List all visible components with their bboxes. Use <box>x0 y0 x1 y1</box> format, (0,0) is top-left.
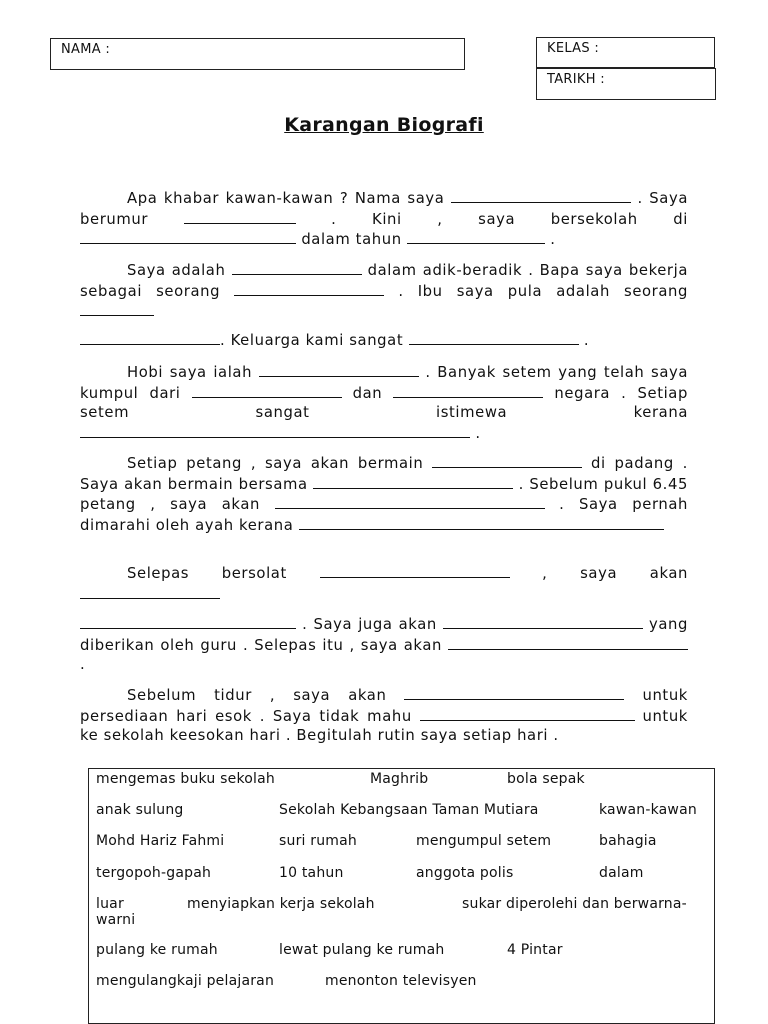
name-field-box[interactable] <box>50 38 465 70</box>
text: . Sebelum pukul 6.45 petang , saya akan <box>80 475 688 513</box>
word-option[interactable]: bola sepak <box>507 771 585 787</box>
date-field-box[interactable] <box>536 68 716 100</box>
blank-line[interactable] <box>232 260 362 275</box>
text: untuk persediaan hari esok . Saya tidak mahu <box>80 687 688 725</box>
text: . Ibu saya pula adalah seorang <box>398 282 688 300</box>
word-option[interactable]: luar <box>96 896 124 912</box>
word-option[interactable]: tergopoh-gapah <box>96 865 212 881</box>
blank-line[interactable] <box>313 474 513 489</box>
blank-line[interactable] <box>80 229 296 244</box>
blank-line[interactable] <box>404 685 624 700</box>
blank-line[interactable] <box>192 383 342 398</box>
word-option[interactable]: sukar diperolehi dan berwarna- <box>462 896 687 912</box>
word-option[interactable]: 4 Pintar <box>507 942 563 958</box>
blank-line[interactable] <box>409 330 579 345</box>
word-option[interactable]: Mohd Hariz Fahmi <box>96 833 225 849</box>
blank-line[interactable] <box>420 706 635 721</box>
paragraph-6 <box>80 685 688 746</box>
text: Hobi saya ialah <box>127 364 253 381</box>
word-option[interactable]: suri rumah <box>279 833 357 849</box>
paragraph-5 <box>80 563 688 604</box>
blank-line[interactable] <box>234 281 384 296</box>
word-option[interactable]: warni <box>96 912 136 928</box>
text: . <box>550 231 556 248</box>
word-option[interactable]: 10 tahun <box>279 865 344 881</box>
blank-line[interactable] <box>80 584 220 599</box>
word-option[interactable]: anak sulung <box>96 802 184 818</box>
text: Sebelum tidur , saya akan <box>127 687 387 704</box>
paragraph-2-continued <box>80 330 688 351</box>
class-label: KELAS : <box>547 41 600 56</box>
class-field-box[interactable] <box>536 37 715 68</box>
word-option[interactable]: mengulangkaji pelajaran <box>96 973 275 989</box>
word-option[interactable]: mengemas buku sekolah <box>96 771 275 787</box>
paragraph-5-continued <box>80 614 688 675</box>
word-option[interactable]: pulang ke rumah <box>96 942 218 958</box>
text: . Keluarga kami sangat <box>220 332 404 349</box>
text: dan <box>352 384 383 402</box>
text: . <box>583 332 590 349</box>
word-option[interactable]: lewat pulang ke rumah <box>279 942 445 958</box>
blank-line[interactable] <box>407 229 545 244</box>
text: . Saya pernah dimarahi oleh ayah kerana <box>80 496 688 534</box>
text: . <box>475 424 481 442</box>
blank-line[interactable] <box>275 494 545 509</box>
paragraph-4 <box>80 453 688 535</box>
text: , saya akan <box>542 565 688 582</box>
blank-line[interactable] <box>393 383 543 398</box>
blank-line[interactable] <box>448 635 688 650</box>
word-option[interactable]: anggota polis <box>416 865 514 881</box>
text: . Saya berumur <box>80 190 688 228</box>
text: dalam tahun <box>301 231 402 248</box>
paragraph-3 <box>80 362 688 443</box>
paragraph-2 <box>80 260 688 322</box>
blank-line[interactable] <box>80 301 154 316</box>
word-option[interactable]: kawan-kawan <box>599 802 697 818</box>
word-option[interactable]: menyiapkan kerja sekolah <box>187 896 375 912</box>
blank-line[interactable] <box>299 515 664 530</box>
text: Apa khabar kawan-kawan ? Nama saya <box>127 190 445 207</box>
text: yang diberikan oleh guru . Selepas itu , saya akan <box>80 616 688 654</box>
text: . Kini , saya bersekolah di <box>331 210 688 228</box>
blank-line[interactable] <box>432 453 582 468</box>
text: Selepas bersolat <box>127 565 287 582</box>
text: negara . Setiap setem sangat istimewa kerana <box>80 384 688 421</box>
text: Saya adalah <box>127 262 226 279</box>
text: . <box>80 656 86 673</box>
text: Setiap petang , saya akan bermain <box>127 455 424 472</box>
text: . Saya juga akan <box>302 616 437 633</box>
word-option[interactable]: dalam <box>599 865 644 881</box>
blank-line[interactable] <box>184 209 296 224</box>
paragraph-1 <box>80 188 688 250</box>
worksheet-title: Karangan Biografi <box>284 114 484 136</box>
date-label: TARIKH : <box>547 72 605 87</box>
word-option[interactable]: bahagia <box>599 833 657 849</box>
text: untuk ke sekolah keesokan hari . Begitulah rutin saya setiap hari . <box>80 707 688 744</box>
text: . Banyak setem yang telah saya kumpul dari <box>80 364 689 402</box>
blank-line[interactable] <box>451 188 631 203</box>
word-option[interactable]: Maghrib <box>370 771 429 787</box>
word-option[interactable]: menonton televisyen <box>325 973 477 989</box>
word-option[interactable]: Sekolah Kebangsaan Taman Mutiara <box>279 802 539 818</box>
blank-line[interactable] <box>80 330 220 345</box>
blank-line[interactable] <box>80 423 470 438</box>
word-option[interactable]: mengumpul setem <box>416 833 552 849</box>
blank-line[interactable] <box>320 563 510 578</box>
blank-line[interactable] <box>259 362 419 377</box>
blank-line[interactable] <box>80 614 296 629</box>
blank-line[interactable] <box>443 614 643 629</box>
word-bank-box <box>88 768 715 1024</box>
text: di padang . Saya akan bermain bersama <box>80 455 688 493</box>
name-label: NAMA : <box>61 42 111 57</box>
text: dalam adik-beradik . Bapa saya bekerja sebagai seorang <box>80 262 688 300</box>
